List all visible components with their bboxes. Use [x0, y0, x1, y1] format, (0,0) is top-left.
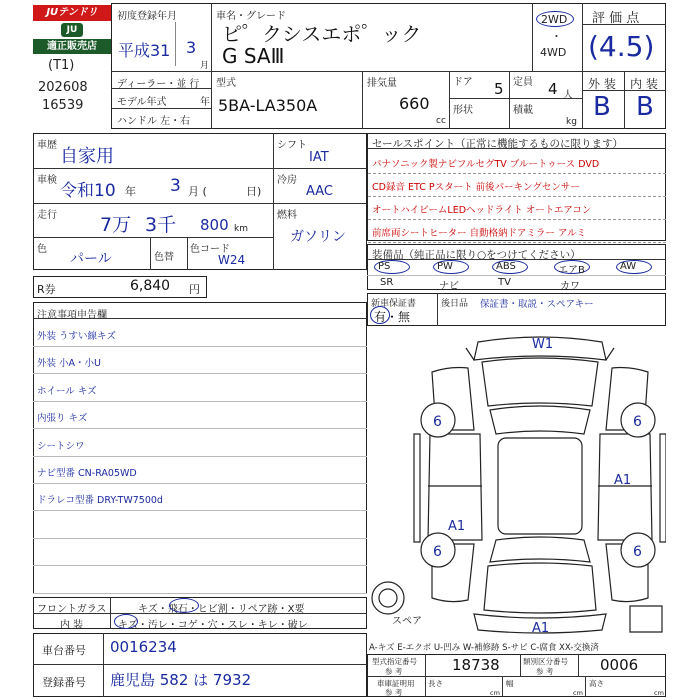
- note-row: [33, 512, 367, 539]
- history-label: 車歴: [37, 140, 57, 151]
- id-code: (T1): [48, 58, 75, 73]
- first-reg-label: 初度登録年月: [117, 11, 177, 22]
- id-number-2: 16539: [42, 98, 84, 113]
- brand-top-text: JUテンドリ: [46, 7, 98, 18]
- handle-label: ハンドル 左・右: [117, 116, 191, 127]
- color-label: 色: [37, 244, 47, 255]
- recycle-box: [33, 276, 207, 298]
- equipment-item: TV: [498, 277, 511, 288]
- interior-label: 内 装: [630, 77, 658, 91]
- ju-mark-icon: JU: [61, 23, 83, 37]
- sales-point-row: [368, 150, 666, 174]
- height-label: 高さ: [589, 679, 604, 688]
- equipment-item: AW: [620, 261, 637, 272]
- shift-label: シフト: [277, 140, 307, 151]
- warranty-label: 新車保証書: [371, 299, 417, 309]
- chassis-value: 0016234: [110, 638, 177, 656]
- class-value: 0006: [600, 656, 639, 674]
- note-row: [33, 484, 367, 511]
- warranty-dot: ・: [386, 310, 399, 324]
- sales-point-text: パナソニック製ナビフルセグTV ブルートゥース DVD: [372, 159, 600, 170]
- note-text: ドラレコ型番 DRY-TW7500d: [37, 495, 163, 507]
- inspection-year-unit: 年: [125, 185, 136, 198]
- cert-sub: 参 考: [385, 688, 403, 697]
- interior-scratch-circle: [114, 614, 138, 629]
- damage-mark-right-side: A1: [614, 473, 632, 488]
- class-label: 類別区分番号: [523, 657, 568, 666]
- ac-label: 冷房: [277, 175, 297, 186]
- note-row: [33, 567, 367, 594]
- first-reg-era: 平成31: [118, 41, 171, 60]
- load-label: 積載: [513, 105, 533, 116]
- sales-point-text: CD録音 ETC Pスタート 前後パーキングセンサー: [372, 182, 580, 193]
- damage-mark-wheel-rl: 6: [433, 544, 442, 560]
- brand-sub: 適正販売店: [33, 39, 111, 54]
- height-unit: cm: [654, 689, 664, 697]
- mileage-man: 7万: [100, 214, 132, 236]
- recycle-value: 6,840: [130, 278, 171, 294]
- displacement-label: 排気量: [367, 78, 397, 89]
- score-label: 評 価 点: [592, 11, 640, 26]
- note-row: [33, 402, 367, 429]
- interior-cond-items: キズ・汚レ・コゲ・穴・スレ・キレ・破レ: [118, 620, 308, 631]
- damage-mark-left-side: A1: [448, 519, 466, 534]
- trunk-outline: [484, 563, 596, 613]
- equipment-title: 装備品（純正品に限り○をつけてください）: [372, 249, 581, 261]
- front-glass-label: フロントガラス: [37, 604, 107, 615]
- sales-point-row: [368, 173, 666, 197]
- type-label: 型式指定番号: [372, 657, 417, 666]
- note-row: [33, 347, 367, 374]
- width-label: 幅: [506, 679, 514, 688]
- color-code-value: W24: [218, 253, 246, 267]
- damage-mark-rear-bumper: A1: [532, 621, 550, 635]
- note-row: [33, 457, 367, 484]
- type-sub: 参 考: [385, 667, 403, 676]
- exterior-grade: B: [593, 92, 611, 122]
- color-value: パール: [70, 251, 112, 267]
- note-text: 内張り キズ: [37, 413, 88, 425]
- note-row: [33, 539, 367, 566]
- ac-value: AAC: [306, 184, 333, 199]
- dealer-label: ディーラー・並 行: [117, 79, 200, 90]
- interior-cond-label: 内 装: [60, 620, 84, 631]
- inspection-label: 車検: [37, 175, 57, 186]
- model-label: 型式: [216, 78, 236, 89]
- warranty-no: 無: [398, 310, 411, 324]
- sales-point-text: 前席両シートヒーター 自動格納ドアミラー アルミ: [372, 228, 586, 239]
- roof-outline: [498, 438, 582, 534]
- capacity-unit: 人: [563, 90, 573, 101]
- length-unit: cm: [490, 689, 500, 697]
- warranty-value: [374, 308, 410, 325]
- sales-point-row: [368, 219, 666, 243]
- note-row: [33, 375, 367, 402]
- recycle-label: R券: [37, 283, 56, 296]
- inspection-day-unit: 日): [246, 185, 262, 198]
- damage-mark-wheel-fl: 6: [433, 414, 442, 430]
- equipment-item: PW: [437, 261, 453, 272]
- drive-2wd: 2WD: [541, 13, 568, 26]
- sales-points-title: セールスポイント（正常に機能するものに限ります）: [372, 138, 624, 150]
- note-text: シートシワ: [37, 440, 85, 452]
- model-year-unit: 年: [200, 97, 210, 108]
- model-year-label: モデル年式: [117, 97, 167, 108]
- damage-legend: A-キズ E-エクボ U-凹み W-補修跡 S-サビ C-腐食 XX-交換済: [369, 643, 599, 653]
- sales-point-text: オートハイビームLEDヘッドライト オートエアコン: [372, 205, 592, 216]
- brand-logo: [33, 5, 111, 21]
- km-unit: km: [234, 224, 248, 234]
- sales-point-row: [368, 196, 666, 220]
- drive-dot: ・: [551, 30, 562, 43]
- capacity-label: 定員: [513, 77, 533, 88]
- inspection-month-unit: 月 (: [188, 185, 207, 198]
- equipment-item: カワ: [560, 281, 580, 292]
- note-row: [33, 430, 367, 457]
- class-sub: 参 考: [536, 667, 554, 676]
- mileage-sen: 3千: [145, 214, 177, 236]
- front-glass-items: キズ・飛石・ヒビ割・リペア跡・X要: [138, 604, 305, 615]
- note-row: [33, 320, 367, 347]
- reg-label: 登録番号: [42, 676, 86, 689]
- equipment-item: ナビ: [439, 281, 459, 292]
- mileage-label: 走行: [37, 210, 57, 221]
- chassis-label: 車台番号: [42, 644, 86, 657]
- type-value: 18738: [452, 656, 500, 674]
- spare-label: スペア: [392, 616, 422, 627]
- note-text: 外装 うすい線キズ: [37, 331, 116, 342]
- after-label: 後日品: [441, 299, 469, 309]
- rear-window-outline: [490, 537, 590, 562]
- note-text: ホイール キズ: [37, 385, 97, 397]
- damage-mark-front-bumper: W1: [532, 337, 554, 352]
- recycle-unit: 円: [189, 283, 200, 296]
- cert-label: 車庫証明用: [377, 679, 415, 688]
- damage-mark-wheel-fr: 6: [633, 414, 642, 430]
- reg-value: 鹿児島 582 は 7932: [110, 671, 252, 689]
- windshield-outline: [490, 406, 590, 434]
- exterior-label: 外 装: [588, 77, 616, 91]
- equipment-item: ABS: [496, 261, 516, 272]
- notes-title: 注意事項申告欄: [37, 310, 107, 321]
- logo-block: [33, 5, 111, 55]
- spare-tire: [372, 582, 404, 614]
- car-name: ピ゜クシスエポ゜ック: [222, 22, 422, 46]
- capacity-value: 4: [548, 80, 558, 98]
- mileage-rest: 800: [200, 216, 229, 234]
- fuel-value: ガソリン: [290, 229, 346, 245]
- history-value: 自家用: [60, 146, 114, 167]
- displacement-value: 660: [399, 94, 430, 113]
- equipment-item: SR: [380, 277, 394, 288]
- month-unit: 月: [200, 61, 210, 71]
- fuel-label: 燃料: [277, 210, 297, 221]
- first-reg-month: 3: [186, 38, 197, 57]
- id-number-1: 202608: [38, 80, 88, 95]
- inspection-era: 令和10: [60, 181, 116, 201]
- length-label: 長さ: [428, 679, 443, 688]
- damage-mark-wheel-rr: 6: [633, 544, 642, 560]
- kg-unit: kg: [566, 117, 577, 127]
- model-value: 5BA-LA350A: [218, 96, 318, 115]
- width-unit: cm: [573, 689, 583, 697]
- after-value: 保証書・取説・スペアキー: [480, 299, 594, 310]
- equipment-item: PS: [378, 261, 391, 272]
- color-change-label: 色替: [154, 252, 174, 263]
- equipment-item: エアB: [558, 265, 585, 276]
- shape-label: 形状: [453, 105, 473, 116]
- stone-chip-circle: [169, 598, 199, 613]
- interior-grade: B: [636, 92, 654, 122]
- car-grade: G SAⅢ: [222, 44, 285, 68]
- color-code-label: 色コード: [190, 244, 230, 255]
- car-damage-diagram: [370, 330, 666, 635]
- car-name-label: 車名・グレード: [216, 11, 286, 22]
- warranty-yes: 有: [374, 310, 387, 324]
- inspection-month: 3: [170, 176, 181, 196]
- hood-outline: [482, 358, 598, 406]
- cc-unit: cc: [436, 116, 446, 126]
- score-value: (4.5): [588, 30, 655, 63]
- note-text: 外装 小A・小U: [37, 358, 101, 370]
- shift-value: IAT: [309, 150, 329, 165]
- note-text: ナビ型番 CN-RA05WD: [37, 468, 137, 479]
- door-label: ドア: [453, 77, 473, 88]
- door-value: 5: [494, 80, 504, 98]
- drive-4wd: 4WD: [540, 46, 567, 59]
